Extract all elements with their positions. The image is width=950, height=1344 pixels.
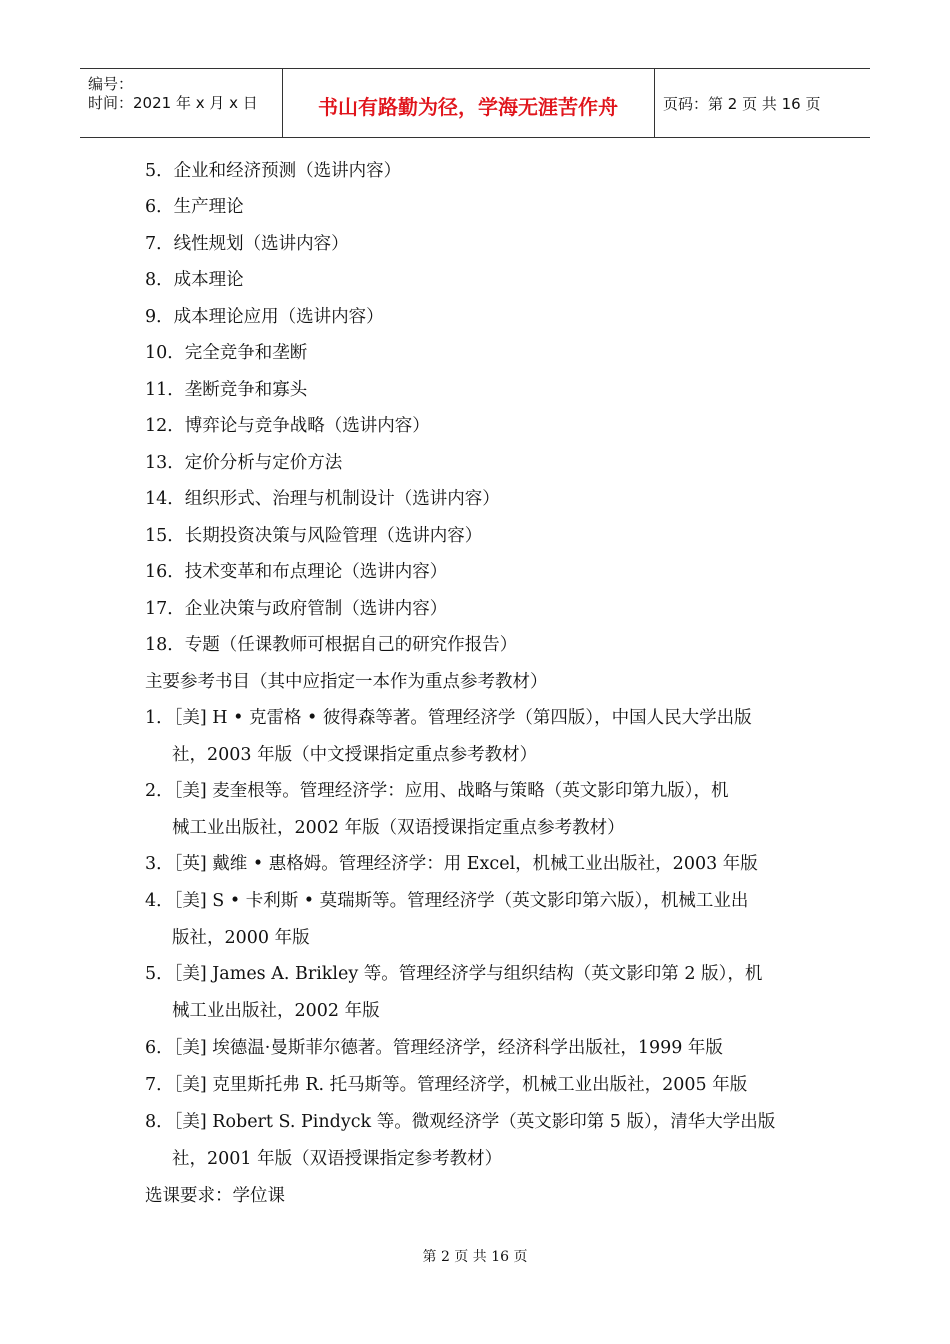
time-label: 时间：2021 年 x 月 x 日 bbox=[88, 94, 258, 112]
outline-item: 14．组织形式、治理与机制设计（选讲内容） bbox=[145, 489, 500, 509]
outline-item: 18．专题（任课教师可根据自己的研究作报告） bbox=[145, 635, 518, 655]
outline-item: 8．成本理论 bbox=[145, 270, 244, 290]
outline-item: 9．成本理论应用（选讲内容） bbox=[145, 307, 384, 327]
reference-line: 6．［美] 埃德温·曼斯菲尔德著。管理经济学，经济科学出版社，1999 年版 bbox=[145, 1038, 723, 1058]
page-info: 页码：第 2 页 共 16 页 bbox=[663, 95, 821, 113]
outline-item: 7．线性规划（选讲内容） bbox=[145, 234, 349, 254]
outline-item: 5．企业和经济预测（选讲内容） bbox=[145, 161, 402, 181]
reference-line: 械工业出版社，2002 年版 bbox=[172, 1001, 380, 1021]
outline-item: 11．垄断竞争和寡头 bbox=[145, 380, 308, 400]
header-meta-cell bbox=[80, 69, 283, 137]
header-table bbox=[80, 68, 870, 138]
reference-line: 3．［英] 戴维 • 惠格姆。管理经济学：用 Excel，机械工业出版社，2003 年版 bbox=[145, 854, 758, 874]
outline-item: 6．生产理论 bbox=[145, 197, 244, 217]
reference-line: 社，2003 年版（中文授课指定重点参考教材） bbox=[172, 745, 538, 765]
outline-item: 17．企业决策与政府管制（选讲内容） bbox=[145, 599, 448, 619]
outline-item: 16．技术变革和布点理论（选讲内容） bbox=[145, 562, 448, 582]
reference-line: 7．［美] 克里斯托弗 R. 托马斯等。管理经济学，机械工业出版社，2005 年版 bbox=[145, 1075, 748, 1095]
page-footer: 第 2 页 共 16 页 bbox=[422, 1249, 528, 1265]
reference-line: 2．［美] 麦奎根等。管理经济学：应用、战略与策略（英文影印第九版），机 bbox=[145, 781, 729, 801]
reference-line: 4．［美] S • 卡利斯 • 莫瑞斯等。管理经济学（英文影印第六版），机械工业出 bbox=[145, 891, 749, 911]
code-label: 编号： bbox=[88, 75, 134, 93]
header-motto-cell bbox=[282, 69, 655, 137]
outline-item: 10．完全竞争和垄断 bbox=[145, 343, 308, 363]
reference-line: 版社，2000 年版 bbox=[172, 928, 310, 948]
references-heading: 主要参考书目（其中应指定一本作为重点参考教材） bbox=[145, 672, 548, 692]
reference-line: 5．［美] James A. Brikley 等。管理经济学与组织结构（英文影印第 2 版），机 bbox=[145, 964, 763, 984]
motto-text: 书山有路勤为径，学海无涯苦作舟 bbox=[318, 95, 618, 119]
header-page-cell bbox=[655, 69, 870, 137]
outline-item: 13．定价分析与定价方法 bbox=[145, 453, 343, 473]
reference-line: 社，2001 年版（双语授课指定参考教材） bbox=[172, 1149, 503, 1169]
outline-item: 15．长期投资决策与风险管理（选讲内容） bbox=[145, 526, 483, 546]
reference-line: 8．［美] Robert S. Pindyck 等。微观经济学（英文影印第 5 版），清华大学出版 bbox=[145, 1112, 776, 1132]
course-requirement: 选课要求：学位课 bbox=[145, 1186, 285, 1206]
reference-line: 械工业出版社，2002 年版（双语授课指定重点参考教材） bbox=[172, 818, 625, 838]
outline-item: 12．博弈论与竞争战略（选讲内容） bbox=[145, 416, 430, 436]
reference-line: 1．［美] H • 克雷格 • 彼得森等著。管理经济学（第四版），中国人民大学出版 bbox=[145, 708, 752, 728]
